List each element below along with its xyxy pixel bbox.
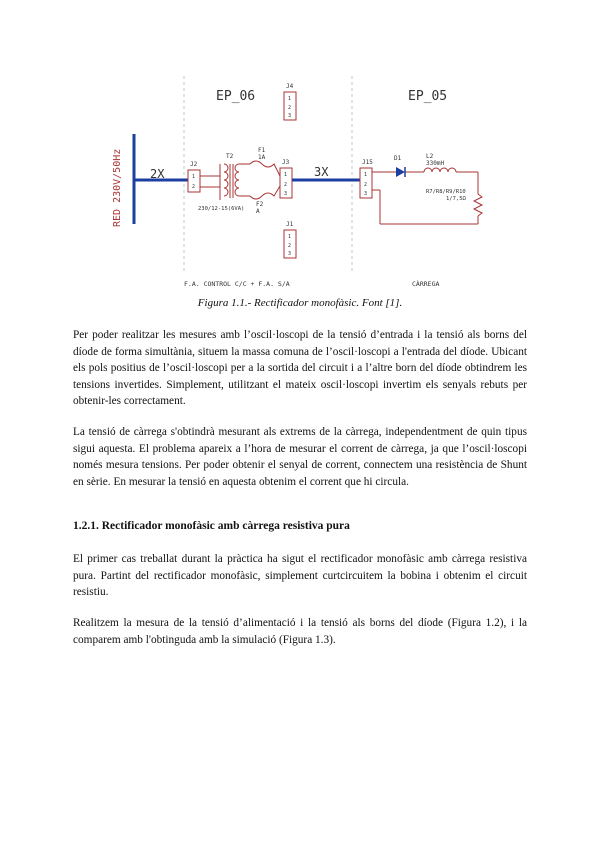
figure-caption: Figura 1.1.- Rectificador monofàsic. Font [1]. — [197, 297, 403, 309]
fuses — [250, 161, 280, 199]
j3-pin1: 1 — [284, 172, 288, 178]
j15-label: J15 — [362, 159, 373, 166]
paragraph-measurement: Per poder realitzar les mesures amb l’oscil·loscopi de la tensió d’entrada i la tensió als borns del díode de forma simultània, situem la massa comuna de l’oscil·loscopi a l'entrada del díode. Ubicant els pols positius de l’oscil·loscopi per a la sortida del circuit i a l’altre born del díode obtindrem les tensions invertides. Simplement, utilitzant el mateix oscil·loscopi invertim els senyals rebuts per obtenir-les correctament. — [73, 329, 527, 408]
j2-label: J2 — [190, 161, 198, 168]
j4-pin3: 3 — [288, 113, 292, 119]
t2-label: T2 — [226, 153, 234, 160]
j2-pin2: 2 — [192, 184, 196, 190]
wire-count-3x: 3X — [314, 165, 329, 179]
j4-label: J4 — [286, 83, 294, 90]
j15-pin1: 1 — [364, 172, 368, 178]
j2-pin1: 1 — [192, 174, 196, 180]
section-heading: 1.2.1. Rectificador monofàsic amb càrrega resistiva pura — [73, 520, 350, 532]
f2-value: A — [256, 208, 260, 215]
j4-pin2: 2 — [288, 105, 292, 111]
ep05-label: EP_05 — [408, 89, 448, 104]
r-value: R7/R8/R9/R10 — [426, 189, 466, 195]
j3-pin2: 2 — [284, 182, 288, 188]
control-section-label: F.A. CONTROL C/C + F.A. S/A — [184, 280, 290, 288]
transformer — [200, 164, 250, 200]
wire-count-2x: 2X — [150, 167, 165, 181]
load-section-label: CÀRREGA — [412, 280, 440, 288]
mains-label: RED 230V/50Hz — [112, 148, 123, 227]
paragraph-load-voltage: La tensió de càrrega s'obtindrà mesurant als extrems de la càrrega, independentment de quin tipus sigui aquesta. El problema apareix a l’hora de mesurar el corrent de càrrega, ja que l’oscil·loscopi només mesura tensions. Per poder obtenir el senyal de corrent, connectem una resistència de Shunt en sèrie. En mesurar la tensió en aquesta obtenim el corrent que hi circula. — [73, 426, 527, 488]
j3-label: J3 — [282, 159, 290, 166]
ep06-label: EP_06 — [216, 89, 256, 104]
j3-pin3: 3 — [284, 191, 288, 197]
j1-pin3: 3 — [288, 251, 292, 257]
f1-label: F1 — [258, 147, 266, 154]
rectifier-schematic — [100, 72, 520, 294]
r-value-2: 1/7,5Ω — [446, 196, 466, 202]
l2-label: L2 — [426, 153, 434, 160]
paragraph-comparison: Realitzem la mesura de la tensió d’alimentació i la tensió als borns del díode (Figura 1.2), i la comparem amb l'obtinguda amb la simulació (Figura 1.3). — [73, 617, 527, 646]
j1-pin2: 2 — [288, 243, 292, 249]
d1-label: D1 — [394, 155, 402, 162]
f2-label: F2 — [256, 201, 264, 208]
f1-value: 1A — [258, 154, 266, 161]
j1-label: J1 — [286, 221, 294, 228]
t2-value: 230/12-15(6VA) — [198, 206, 245, 212]
j1-pin1: 1 — [288, 234, 292, 240]
l2-value: 330mH — [426, 160, 445, 167]
diode-symbol — [396, 167, 405, 177]
j15-pin3: 3 — [364, 191, 368, 197]
paragraph-first-case: El primer cas treballat durant la pràctica ha sigut el rectificador monofàsic amb càrrega resistiva pura. Partint del rectificador monofàsic, simplement curtcircuitem la bobina i obtenim el circuit resistiu. — [73, 553, 527, 599]
j15-pin2: 2 — [364, 182, 368, 188]
j4-pin1: 1 — [288, 96, 292, 102]
